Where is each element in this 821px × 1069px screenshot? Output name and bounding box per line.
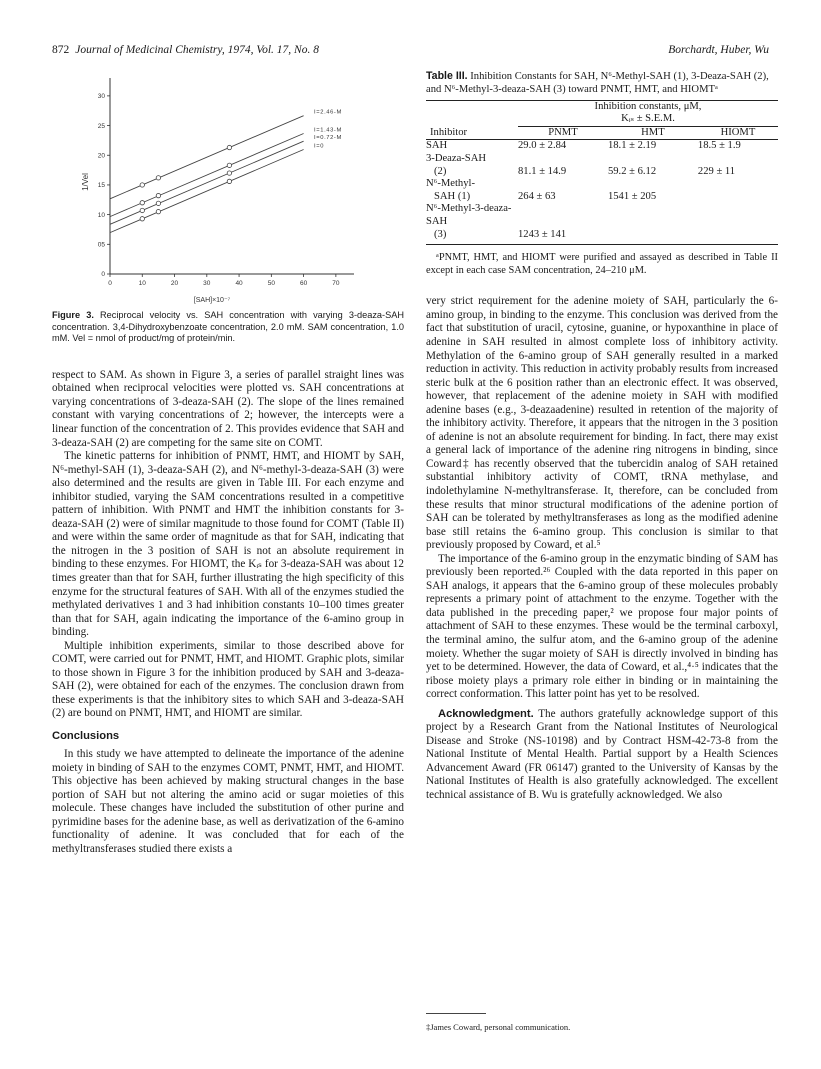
y-tick-label: 10 bbox=[97, 211, 105, 219]
table-row bbox=[426, 166, 778, 179]
col-header-pnmt: PNMT bbox=[518, 126, 608, 140]
x-tick-label: 70 bbox=[332, 280, 340, 287]
data-point bbox=[140, 183, 144, 187]
data-point bbox=[156, 193, 160, 197]
chart-series-labels bbox=[314, 110, 342, 150]
cell-hiomt bbox=[698, 229, 778, 245]
col-header-hiomt: HIOMT bbox=[698, 126, 778, 140]
data-point bbox=[140, 208, 144, 212]
acknowledgment-label: Acknowledgment. bbox=[438, 707, 534, 720]
y-tick-label: 0 bbox=[101, 271, 105, 279]
series-label: I=1.43-M bbox=[314, 127, 342, 134]
footnote: ‡James Coward, personal communication. bbox=[426, 1022, 571, 1032]
y-tick-label: 30 bbox=[97, 93, 105, 101]
cell-inhibitor: N⁶-Methyl-3-deaza-SAH bbox=[426, 203, 512, 227]
running-head-left bbox=[52, 44, 319, 56]
x-tick-label: 10 bbox=[138, 280, 146, 287]
table-label: Table III. bbox=[426, 70, 468, 82]
chart-axes bbox=[110, 78, 354, 274]
data-point bbox=[227, 145, 231, 149]
right-column bbox=[426, 66, 778, 803]
y-tick-label: 15 bbox=[97, 182, 105, 190]
x-tick-label: 40 bbox=[235, 280, 243, 287]
data-point bbox=[156, 176, 160, 180]
col-header-inhibitor: Inhibitor bbox=[430, 126, 468, 138]
chart-ticks bbox=[98, 93, 340, 287]
series-line bbox=[110, 116, 304, 199]
paragraph: respect to SAM. As shown in Figure 3, a series of parallel straight lines was obtained when reciprocal velocities were plotted vs. SAH concentrations at varying concentrations of 3-deaza-SAH (2). The slope of the lines remained constant with varying concentrations of 2; however, the intercepts were a linear function of the concentration of 2. This provides evidence that SAH and 3-deaza-SAH (2) are competing for the same site on COMT. bbox=[52, 368, 404, 449]
y-tick-label: 25 bbox=[97, 122, 105, 130]
footnote-rule bbox=[426, 1013, 486, 1014]
table-row bbox=[426, 229, 778, 245]
data-point bbox=[156, 209, 160, 213]
journal-citation: Journal of Medicinal Chemistry, 1974, Vol. 17, No. 8 bbox=[75, 44, 319, 56]
y-axis-label: 1/Vel bbox=[81, 173, 90, 191]
cell-inhibitor: SAH bbox=[426, 140, 448, 152]
chart-series bbox=[110, 116, 304, 233]
y-tick-label: 20 bbox=[97, 152, 105, 160]
section-heading: Conclusions bbox=[52, 730, 120, 742]
cell-hiomt: 18.5 ± 1.9 bbox=[697, 140, 741, 152]
cell-hiomt bbox=[698, 191, 778, 204]
caption-label: Figure 3. bbox=[52, 310, 94, 320]
table-3-title bbox=[426, 70, 778, 97]
data-point bbox=[227, 179, 231, 183]
data-point bbox=[140, 217, 144, 221]
paragraph: The importance of the 6-amino group in the enzymatic binding of SAM has previously been reported.²⁶ Coupled with the data reported in this paper on SAH analogs, it appears that the 6-amino group of these molecules probably represents a primary point of attachment to the enzyme. Together with the data published in the preceding paper,² we propose four major points of attachment of SAH to these enzymes. These would be the terminal carboxyl, the terminal amino, the sulfur atom, and the 6-amino group of the adenine moiety. Whether the sugar moiety of SAH is directly involved in binding has yet to be determined. However, the data of Coward, et al.,⁴·⁵ indicates that the ribose moiety plays a primary role either in binding or in maintaining the correct conformation. This latter point has yet to be resolved. bbox=[426, 552, 778, 701]
cell-inhibitor-cont: (3) bbox=[434, 228, 447, 240]
table-row bbox=[426, 178, 778, 191]
acknowledgment-text: The authors gratefully acknowledge support of this project by a Research Grant from the National Institutes of Neurological Disease and Stroke (NS-10198) and by Contract HSM-42-73-8 from the National Institute of Mental Health. Partial support by a Health Sciences Advancement Award (FR 06147) granted to the University of Kansas by the National Institutes of Health is also gratefully acknowledged. The excellent technical assistance of B. Wu is gratefully acknowledged. We also bbox=[426, 707, 778, 801]
x-tick-label: 0 bbox=[108, 280, 112, 287]
acknowledgment bbox=[426, 708, 778, 803]
cell-inhibitor-cont: (2) bbox=[434, 165, 447, 177]
series-line bbox=[110, 141, 304, 224]
figure-3-chart bbox=[52, 66, 404, 304]
table-row bbox=[426, 153, 778, 166]
running-head bbox=[52, 44, 769, 60]
cell-hmt: 18.1 ± 2.19 bbox=[607, 140, 657, 152]
data-point bbox=[227, 171, 231, 175]
cell-hiomt: 229 ± 11 bbox=[697, 165, 736, 177]
paragraph: In this study we have attempted to delineate the importance of the adenine moiety in binding of SAH to the enzymes COMT, PNMT, HMT, and HIOMT. This objective has been achieved by making structural changes in the base portion of SAH but not altering the amino acid or sugar moieties of this molecule. These changes have included the substitution of other purine and pyrimidine bases for the adenine base, as well as derivatization of the 6-amino functionality of adenine. It was concluded that for each of the methyltransferases studied there exists a bbox=[52, 748, 404, 855]
figure-caption bbox=[52, 310, 404, 345]
paragraph: The kinetic patterns for inhibition of PNMT, HMT, and HIOMT by SAH, N⁶-methyl-SAH (1), 3-deaza-SAH (2), and N⁶-methyl-3-deaza-SAH (3) were also determined and the results are given in Table III. For each enzyme and inhibitor studied, varying the SAM concentrations resulted in a competitive pattern of inhibition. With PNMT and HMT the inhibition constants for 3-deaza-SAH (2) were of similar magnitude to those found for COMT (Table II) and were within the same order of magnitude as that for SAH, indicating that the nitrogen in the 3 position of SAH is not an absolute requirement in binding to these enzymes. For HIOMT, the Kᵢₛ for 3-deaza-SAH was about 12 times greater than that for SAH, further illustrating the high specificity of this enzyme for the structural features of SAH. With all of the enzymes studied the methylated derivatives 1 and 3 had inhibition constants 10–100 times greater than that for SAH, again indicating the importance of the 6-amino group in binding. bbox=[52, 450, 404, 639]
table-footnote: ᵃPNMT, HMT, and HIOMT were purified and assayed as described in Table II except in each case SAM concentration, 24–210 μM. bbox=[426, 252, 778, 276]
col-header-hmt: HMT bbox=[608, 126, 698, 140]
y-tick-label: 05 bbox=[97, 241, 105, 249]
cell-pnmt: 264 ± 63 bbox=[518, 190, 556, 202]
cell-hmt: 1541 ± 205 bbox=[607, 190, 657, 202]
right-body bbox=[426, 295, 778, 802]
cell-hmt bbox=[608, 229, 698, 245]
x-axis-label: [SAH]×10⁻⁷ bbox=[193, 297, 231, 304]
series-label: I=2.46-M bbox=[314, 109, 342, 116]
cell-inhibitor: N⁶-Methyl- bbox=[426, 178, 476, 190]
series-line bbox=[110, 133, 304, 216]
cell-inhibitor-cont: SAH (1) bbox=[434, 190, 471, 202]
paragraph: Multiple inhibition experiments, similar to those described above for COMT, were carried out for PNMT, HMT, and HIOMT. Graphic plots, similar to those shown in Figure 3 for the inhibition produced by SAH and 3-deaza-SAH (2), were obtained for each of the enzymes. The conclusion drawn from these experiments is that the inhibitory sites to which SAH and 3-deaza-SAH (2) are bound on PNMT, HMT, and HIOMT are similar. bbox=[52, 639, 404, 720]
running-head-authors: Borchardt, Huber, Wu bbox=[668, 44, 769, 56]
cell-inhibitor: 3-Deaza-SAH bbox=[426, 152, 487, 164]
series-label: I=0.72-M bbox=[314, 135, 342, 142]
left-column bbox=[52, 66, 404, 856]
cell-pnmt: 81.1 ± 14.9 bbox=[518, 165, 567, 177]
table-row bbox=[426, 203, 778, 228]
table-title-text: Inhibition Constants for SAH, N⁶-Methyl-SAH (1), 3-Deaza-SAH (2), and N⁶-Methyl-3-deaza-SAH (3) toward PNMT, HMT, and HIOMTᵃ bbox=[426, 71, 769, 95]
series-line bbox=[110, 150, 304, 233]
series-label: I=0 bbox=[314, 143, 325, 150]
cell-pnmt: 29.0 ± 2.84 bbox=[518, 140, 567, 152]
cell-hmt: 59.2 ± 6.12 bbox=[607, 165, 657, 177]
left-body bbox=[52, 369, 404, 857]
figure-3 bbox=[52, 66, 404, 304]
x-tick-label: 50 bbox=[267, 280, 275, 287]
data-point bbox=[140, 201, 144, 205]
page-number: 872 bbox=[52, 44, 70, 56]
x-tick-label: 60 bbox=[299, 280, 308, 287]
caption-text: Reciprocal velocity vs. SAH concentration with varying 3-deaza-SAH concentration. 3,4-Dihydroxybenzoate concentration, 2.0 mM. SAM concentration, 1.0 mM. Vel = nmol of product/mg of protein/min. bbox=[52, 310, 404, 344]
x-tick-label: 20 bbox=[170, 280, 179, 287]
table-row bbox=[426, 191, 778, 204]
data-point bbox=[227, 163, 231, 167]
table-row bbox=[426, 140, 778, 153]
col-group-header: Inhibition constants, μM, Kᵢₛ ± S.E.M. bbox=[594, 100, 702, 125]
x-tick-label: 30 bbox=[203, 280, 211, 287]
paragraph: very strict requirement for the adenine moiety of SAH, particularly the 6-amino group, in binding to the enzyme. This conclusion was derived from the fact that substitution of uracil, cytosine, guanine, or hypoxanthine in place of adenine in SAH resulted in almost complete loss of inhibitory activity. Methylation of the 6-amino group of SAH generally resulted in a marked reduction in activity. This reduction in activity probably results from increased steric bulk at the 6 position rather than an electronic effect. It was observed, however, that replacement of the adenine moiety in SAH with modified adenine bases (e.g., 3-deazaadenine) resulted in retention of the majority of the inhibitory activity. Therefore, it appears that the nitrogen in the 3 position of adenine is not an absolute requirement for binding. In fact, there may exist a general lack of importance of the adenine ring nitrogens in binding, since Coward‡ has recently observed that the tubercidin analog of SAH retained substantial inhibitory activity of COMT, tRNA methylase, and indolethylamine N-methyltransferase. It, therefore, can be concluded from these results that minor structural modifications of the adenine portion of SAH can be tolerated by methyltransferases as long as the modified adenine base still retains the 6-amino group. This conclusion is similar to that previously proposed by Coward, et al.⁵ bbox=[426, 295, 778, 552]
table-3 bbox=[426, 100, 778, 246]
cell-pnmt: 1243 ± 141 bbox=[518, 228, 567, 240]
data-point bbox=[156, 201, 160, 205]
